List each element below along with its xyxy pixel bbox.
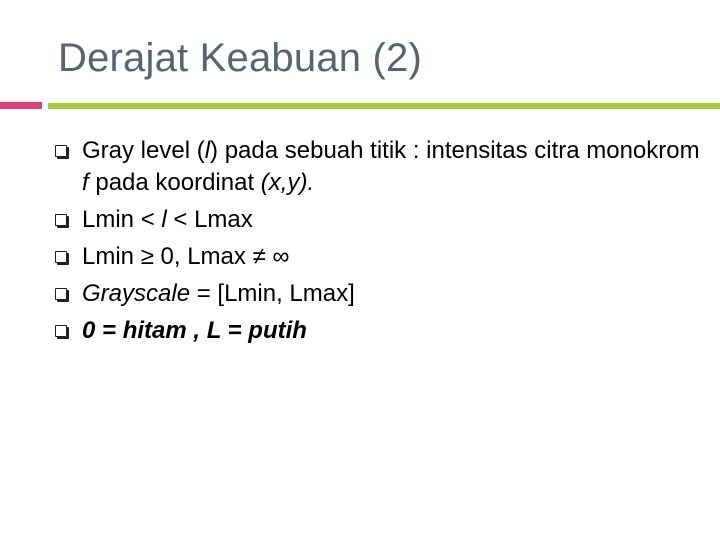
- square-bullet-icon: [55, 214, 67, 226]
- bullet-text: Lmin <: [82, 206, 162, 233]
- bullet-text-bold-italic: 0 = hitam , L = putih: [82, 317, 307, 344]
- bullet-item-black-white: [52, 315, 702, 347]
- bullet-text: ) pada sebuah titik : intensitas citra monokrom: [210, 137, 700, 164]
- bullet-text-italic: (x,y).: [260, 169, 315, 196]
- slide-title: Derajat Keabuan (2): [58, 36, 423, 80]
- bullet-text-italic: l: [204, 137, 211, 164]
- square-bullet-icon: [55, 251, 67, 263]
- square-bullet-icon: [55, 288, 67, 300]
- square-bullet-icon: [55, 145, 67, 157]
- bullet-text: Lmin ≥ 0, Lmax ≠ ∞: [82, 243, 290, 270]
- bullet-item-bounds: [52, 241, 702, 273]
- bullet-text: Gray level (: [82, 137, 205, 164]
- bullet-text-italic: Grayscale: [82, 280, 191, 307]
- bullet-text-italic: l: [161, 206, 167, 233]
- bullet-item-range: [52, 204, 702, 236]
- bullet-text-italic: f: [82, 169, 89, 196]
- title-accent-green-line: [48, 103, 720, 109]
- bullet-text: = [Lmin, Lmax]: [190, 280, 355, 307]
- bullet-text: < Lmax: [166, 206, 253, 233]
- square-bullet-icon: [55, 325, 67, 337]
- bullet-list: [52, 135, 702, 347]
- bullet-text: pada koordinat: [88, 169, 261, 196]
- bullet-item-gray-level: [52, 135, 702, 199]
- bullet-item-grayscale: [52, 278, 702, 310]
- title-accent-pink-bar: [0, 102, 42, 109]
